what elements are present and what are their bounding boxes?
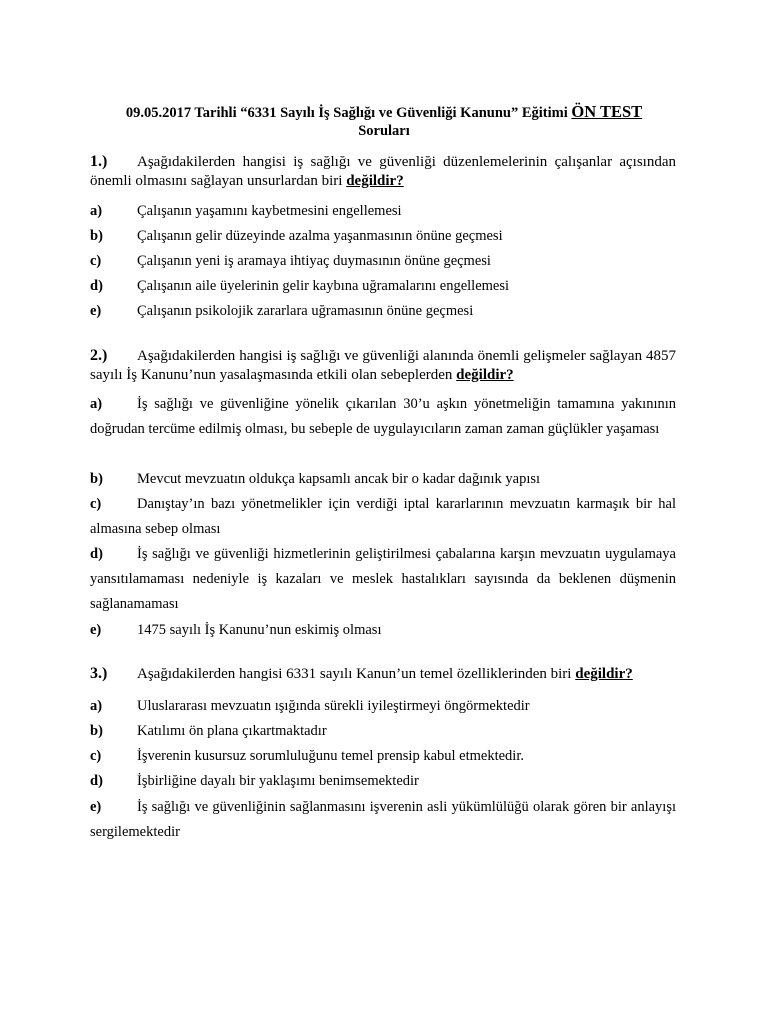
option-letter: c): [90, 748, 102, 764]
option-letter: d): [90, 773, 103, 789]
option-text: İş sağlığı ve güvenliği hizmetlerinin geliştirilmesi çabalarına karşın mevzuatın uygulamaya yansıtılamaması nedeniyle iş kazaları ve meslek hastalıkları sayısında da beklenen düşmenin sağlanamaması: [90, 546, 676, 612]
option-text: Uluslararası mevzuatın ışığında sürekli iyileştirmeyi öngörmektedir: [137, 698, 530, 714]
document-title: [90, 103, 678, 140]
question-number: 3.): [90, 665, 108, 682]
option-letter: a): [90, 698, 103, 714]
option-letter: d): [90, 278, 103, 294]
option-letter: b): [90, 228, 103, 244]
option-letter: c): [90, 253, 102, 269]
option-letter: b): [90, 723, 103, 739]
question-1-option-b[interactable]: [90, 224, 676, 249]
question-negation: değildir?: [346, 173, 404, 189]
option-text: Çalışanın yaşamını kaybetmesini engellemesi: [137, 203, 402, 219]
question-2-option-c[interactable]: [90, 492, 676, 542]
option-text: Katılımı ön plana çıkartmaktadır: [137, 723, 327, 739]
option-text: Çalışanın psikolojik zararlara uğramasının önüne geçmesi: [137, 303, 474, 319]
option-text: İşverenin kusursuz sorumluluğunu temel prensip kabul etmektedir.: [137, 748, 524, 764]
option-letter: b): [90, 471, 103, 487]
question-3-option-c[interactable]: [90, 744, 676, 769]
question-text: Aşağıdakilerden hangisi iş sağlığı ve güvenliği düzenlemelerinin çalışanlar açısından önemli olmasını sağlayan unsurlardan biri: [90, 154, 676, 189]
question-3-stem: [90, 664, 676, 684]
option-text: Mevcut mevzuatın oldukça kapsamlı ancak bir o kadar dağınık yapısı: [137, 471, 541, 487]
question-1-option-c[interactable]: [90, 249, 676, 274]
option-letter: c): [90, 496, 102, 512]
question-2-option-d[interactable]: [90, 542, 676, 617]
question-3-option-a[interactable]: [90, 694, 676, 719]
question-1-option-e[interactable]: [90, 299, 676, 324]
question-2-stem: [90, 346, 676, 385]
option-letter: e): [90, 303, 102, 319]
question-number: 1.): [90, 153, 108, 170]
option-text: 1475 sayılı İş Kanunu’nun eskimiş olması: [137, 622, 382, 638]
question-2-option-a[interactable]: [90, 392, 676, 442]
option-text: İş sağlığı ve güvenliğinin sağlanmasını işverenin asli yükümlülüğü olarak gören bir anlayışı sergilemektedir: [90, 799, 676, 840]
question-text: Aşağıdakilerden hangisi 6331 sayılı Kanun’un temel özelliklerinden biri: [137, 666, 572, 682]
option-letter: a): [90, 396, 103, 412]
question-3-option-e[interactable]: [90, 795, 676, 845]
option-text: Danıştay’ın bazı yönetmelikler için verdiği iptal kararlarının mevzuatın karmaşık bir hal almasına sebep olması: [90, 496, 676, 537]
question-negation: değildir?: [575, 666, 633, 682]
title-highlight: ÖN TEST: [571, 102, 643, 121]
option-text: İşbirliğine dayalı bir yaklaşımı benimsemektedir: [137, 773, 419, 789]
question-3-option-d[interactable]: [90, 769, 676, 794]
option-letter: e): [90, 799, 102, 815]
option-text: Çalışanın yeni iş aramaya ihtiyaç duymasının önüne geçmesi: [137, 253, 491, 269]
question-negation: değildir?: [456, 367, 514, 383]
option-text: Çalışanın gelir düzeyinde azalma yaşanmasının önüne geçmesi: [137, 228, 503, 244]
question-2-option-e[interactable]: [90, 618, 676, 643]
question-text: Aşağıdakilerden hangisi iş sağlığı ve güvenliği alanında önemli gelişmeler sağlayan 4857 sayılı İş Kanunu’nun yasalaşmasında etkili olan sebeplerden: [90, 348, 676, 383]
option-text: İş sağlığı ve güvenliğine yönelik çıkarılan 30’u aşkın yönetmeliğin tamamına yakınının doğrudan tercüme edilmiş olması, bu sebeple de uygulayıcıların zaman zaman güçlükler yaşaması: [90, 396, 676, 437]
option-letter: e): [90, 622, 102, 638]
question-1-stem: [90, 152, 676, 191]
question-3-option-b[interactable]: [90, 719, 676, 744]
question-number: 2.): [90, 347, 108, 364]
option-letter: a): [90, 203, 103, 219]
option-text: Çalışanın aile üyelerinin gelir kaybına uğramalarını engellemesi: [137, 278, 510, 294]
question-1-option-d[interactable]: [90, 274, 676, 299]
title-sub: Soruları: [358, 123, 410, 139]
question-1-option-a[interactable]: [90, 199, 676, 224]
question-2-option-b[interactable]: [90, 467, 676, 492]
title-main: 09.05.2017 Tarihli “6331 Sayılı İş Sağlığı ve Güvenliği Kanunu” Eğitimi: [125, 105, 568, 121]
option-letter: d): [90, 546, 103, 562]
